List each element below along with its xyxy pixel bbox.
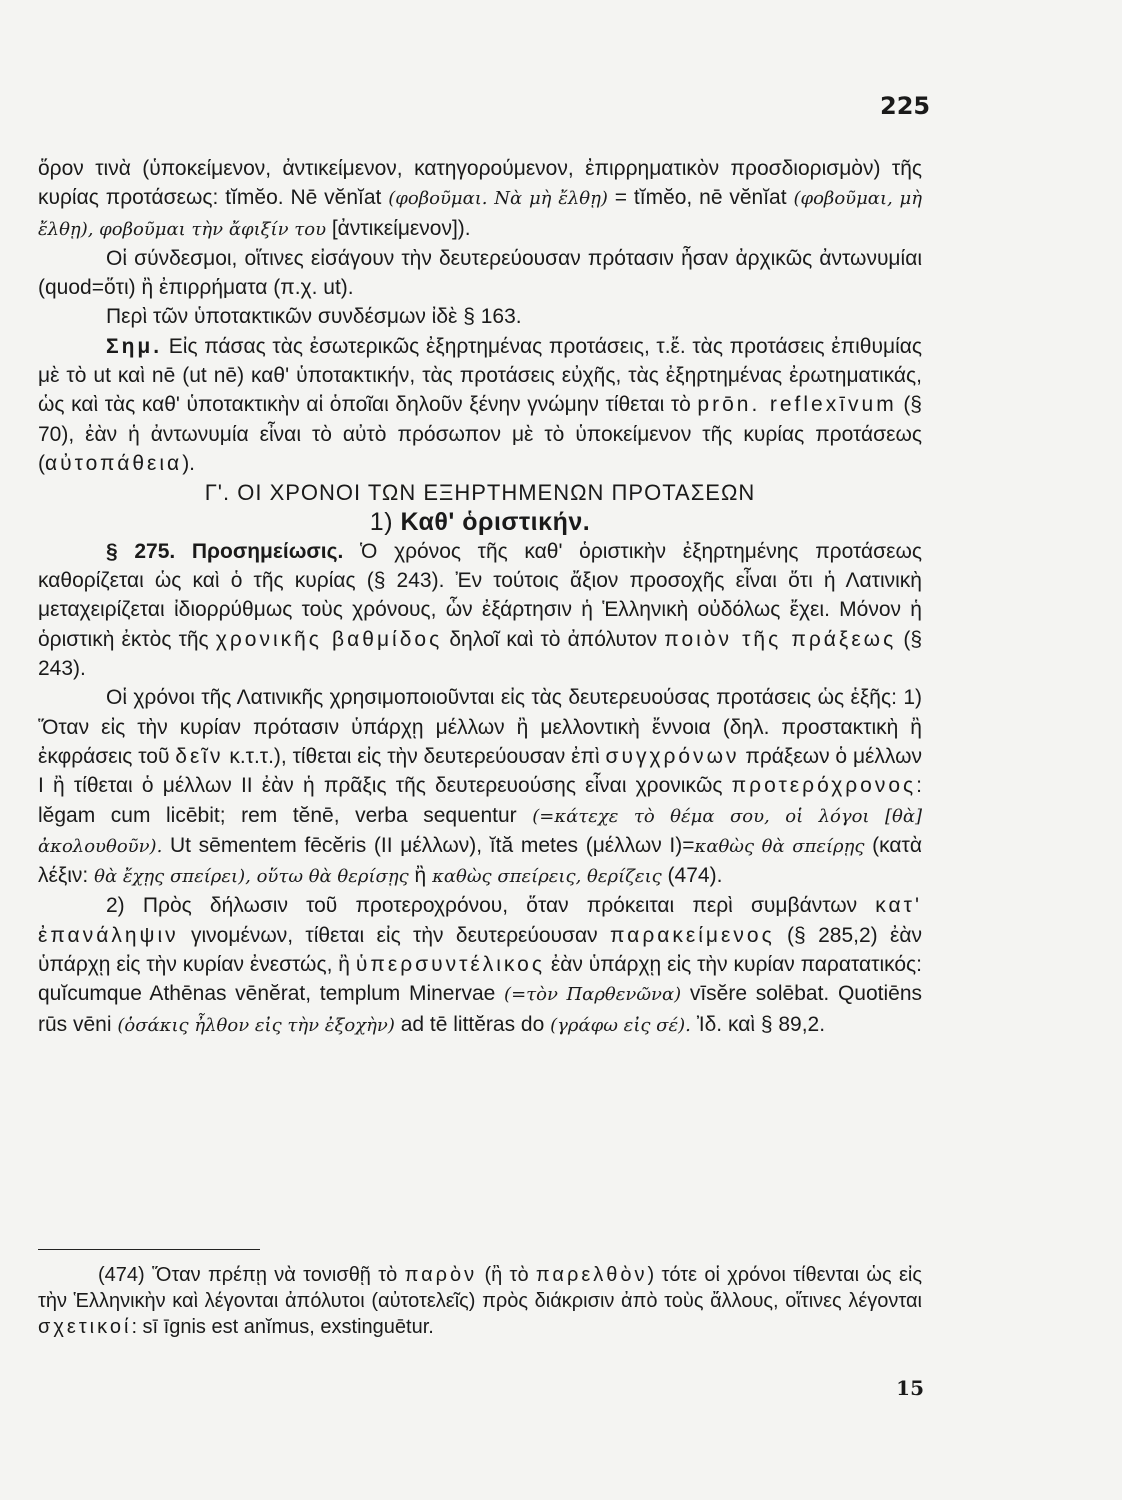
paragraph-reference: Περὶ τῶν ὑποτακτικῶν συνδέσμων ἰδὲ § 163. <box>106 305 522 329</box>
section-label: § 275. Προσημείωσις. <box>106 539 344 563</box>
greek-translation: (=κάτεχε τὸ θέμα σου, οἱ λόγοι [θὰ] ἀκολουθοῦν). <box>38 805 922 857</box>
text-run: (ἢ τὸ <box>477 1264 536 1286</box>
spaced-term: prōn. reflexīvum <box>697 393 897 417</box>
text-run: γινομένων, τίθεται εἰς τὴν δευτερεύουσαν <box>178 923 610 947</box>
text-run: ἐὰν ὑπάρχῃ εἰς τὴν κυρίαν παρατατικός: quĭcumque Athēnas vēnĕrat, templum Minervae <box>38 953 922 1006</box>
spaced-term: αὐτοπάθεια <box>45 451 183 475</box>
footnote-reference: (474) <box>667 864 717 888</box>
subsection-title: Καθ' ὁριστικήν. <box>400 507 591 536</box>
text-run: ὅρον τινὰ (ὑποκείμενον, ἀντικείμενον, κατηγορούμενον, ἐπιρρηματικὸν προσδιορισμὸν) τῆς κυρίας προτάσεως: tĭmĕo. Nē vĕnĭat <box>38 157 922 210</box>
text-run: ) τότε οἱ χρόνοι τίθενται ὡς εἰς τὴν Ἑλληνικὴν καὶ λέγονται ἀπόλυτοι (αὐτοτελεῖς) πρὸς διάκρισιν ἀπὸ τοὺς ἄλλους, οἵτινες λέγονται <box>38 1264 922 1312</box>
text-run: Οἱ χρόνοι τῆς Λατινικῆς χρησιμοποιοῦνται εἰς τὰς δευτερευούσας προτάσεις ὡς ἑξῆς: 1) Ὅταν εἰς τὴν κυρίαν πρότασιν ὑπάρχῃ μέλλων ἢ μελλοντικὴ ἔννοια (δηλ. προστακτικὴ ἢ ἐκφράσεις τοῦ <box>38 686 922 768</box>
spaced-term: χρονικῆς βαθμίδος <box>215 627 443 651</box>
spaced-term: κατ' ἐπανάληψιν <box>38 894 922 947</box>
text-run: κ.τ.τ.), τίθεται εἰς τὴν δευτερεύουσαν ἐπὶ <box>223 744 606 768</box>
greek-translation: (φοβοῦμαι, μὴ ἔλθῃ), φοβοῦμαι τὴν ἄφιξίν του <box>38 188 922 240</box>
text-run: : sī īgnis est anĭmus, exstinguētur. <box>131 1316 434 1338</box>
text-run: Εἰς πάσας τὰς ἐσωτερικῶς ἐξηρτημένας προτάσεις, τ.ἔ. τὰς προτάσεις ἐπιθυμίας μὲ τὸ ut καὶ nē (ut nē) καθ' ὑποτακτικήν, τὰς προτάσεις εὐχῆς, τὰς ἐξηρτημένας ἐρωτηματικάς, ὡς καὶ τὰς καθ' ὑποτακτικὴν αἱ ὁποῖαι δηλοῦν ξένην γνώμην τίθεται τὸ <box>38 334 922 417</box>
paragraph-note <box>38 332 922 478</box>
spaced-term: δεῖν <box>175 744 224 768</box>
spaced-term: συγχρόνων <box>605 744 740 768</box>
section-heading: Γ'. ΟΙ ΧΡΟΝΟΙ ΤΩΝ ΕΞΗΡΤΗΜΕΝΩΝ ΠΡΟΤΑΣΕΩΝ <box>204 480 756 506</box>
spaced-term: ὑπερσυντέλικος <box>355 953 545 977</box>
text-run: ad tē littĕras do <box>394 1012 551 1036</box>
subsection-number: 1) <box>369 507 394 536</box>
text-run: (§ 70), ἐὰν ἡ ἀντωνυμία εἶναι τὸ αὐτὸ πρόσωπον μὲ τὸ ὑποκείμενον τῆς κυρίας προτάσεως ( <box>38 393 922 475</box>
spaced-term: παρακείμενος <box>609 923 775 947</box>
spaced-term: παρελθὸν <box>535 1264 648 1286</box>
note-label: Σημ. <box>106 334 163 358</box>
text-run: Ὅταν πρέπῃ νὰ τονισθῇ τὸ <box>144 1264 405 1286</box>
text-run: vīsĕre solēbat. Quotiēns rūs vēni <box>38 982 923 1036</box>
text-run: Ὁ χρόνος τῆς καθ' ὁριστικὴν ἐξηρτημένης προτάσεως καθορίζεται ὡς καὶ ὁ τῆς κυρίας (§ 243). Ἐν τούτοις ἄξιον προσοχῆς εἶναι ὅτι ἡ Λατινικὴ μεταχειρίζεται ἰδιορρύθμως τοὺς χρόνους, ὧν ἐξάρτησιν ἡ Ἑλληνικὴ οὐδόλως ἔχει. Μόνον ἡ ὁριστικὴ ἐκτὸς τῆς <box>38 539 922 651</box>
greek-translation: (φοβοῦμαι. Νὰ μὴ ἔλθῃ) <box>388 188 608 210</box>
text-run: . <box>716 864 723 888</box>
paragraph-conjunctions: Οἱ σύνδεσμοι, οἵτινες εἰσάγουν τὴν δευτερεύουσαν πρότασιν ἦσαν ἀρχικῶς ἀντωνυμίαι (quod=ὅτι) ἢ ἐπιρρήματα (π.χ. ut). <box>38 246 922 300</box>
text-run: πράξεων ὁ μέλλων I ἢ τίθεται ὁ μέλλων II ἐὰν ἡ πρᾶξις τῆς δευτερευούσης εἶναι χρονικῶς <box>38 744 922 798</box>
text-run: Ἰδ. καὶ § 89,2. <box>690 1012 826 1036</box>
signature-mark: 15 <box>896 1376 924 1400</box>
paragraph-tenses <box>38 683 922 891</box>
spaced-term: ποιὸν τῆς πράξεως <box>664 627 897 651</box>
spaced-term: σχετικοί <box>38 1316 132 1338</box>
text-run: ). <box>182 451 196 475</box>
text-run: ἢ <box>408 864 433 888</box>
text-run: (§ 243). <box>38 627 922 681</box>
greek-translation: (γράφω εἰς σέ). <box>550 1014 691 1036</box>
paragraph-continuation <box>38 154 922 244</box>
text-run: (κατὰ λέξιν: <box>38 833 922 888</box>
text-run: δηλοῖ καὶ τὸ ἀπόλυτον <box>442 627 665 651</box>
subsection-heading <box>38 508 922 537</box>
text-run: : lĕgam cum licēbit; rem tĕnē, verba sequentur <box>38 774 922 827</box>
footnote <box>38 1262 922 1340</box>
footnote-rule <box>38 1249 260 1250</box>
text-run: 2) Πρὸς δήλωσιν τοῦ προτεροχρόνου, ὅταν πρόκειται περὶ συμβάντων <box>106 894 876 918</box>
greek-translation: καθὼς θὰ σπείρῃς <box>694 835 865 857</box>
text-run: (§ 285,2) ἐὰν ὑπάρχῃ εἰς τὴν κυρίαν ἐνεστώς, ἢ <box>38 923 922 977</box>
spaced-term: παρὸν <box>404 1264 478 1286</box>
footnote-number: (474) <box>98 1264 145 1286</box>
spaced-term: προτερόχρονος <box>731 774 917 798</box>
greek-translation: καθὼς σπείρεις, θερίζεις <box>432 866 662 888</box>
greek-translation: (ὁσάκις ἦλθον εἰς τὴν ἐξοχὴν) <box>117 1014 395 1036</box>
greek-translation: θὰ ἔχῃς σπείρει), οὕτω θὰ θερίσῃς <box>94 866 409 888</box>
main-text <box>38 154 922 1040</box>
paragraph-anteriority <box>38 891 922 1039</box>
page-number: 225 <box>880 92 931 120</box>
text-run: = tĭmĕo, nē vĕnĭat <box>607 186 794 210</box>
greek-translation: (=τὸν Παρθενῶνα) <box>504 984 682 1006</box>
text-run: Ut sēmentem fēcĕris (II μέλλων), ĭtă metes (μέλλων I)= <box>162 833 695 857</box>
section-275 <box>38 537 922 683</box>
text-run: [ἀντικείμενον]). <box>326 216 471 240</box>
